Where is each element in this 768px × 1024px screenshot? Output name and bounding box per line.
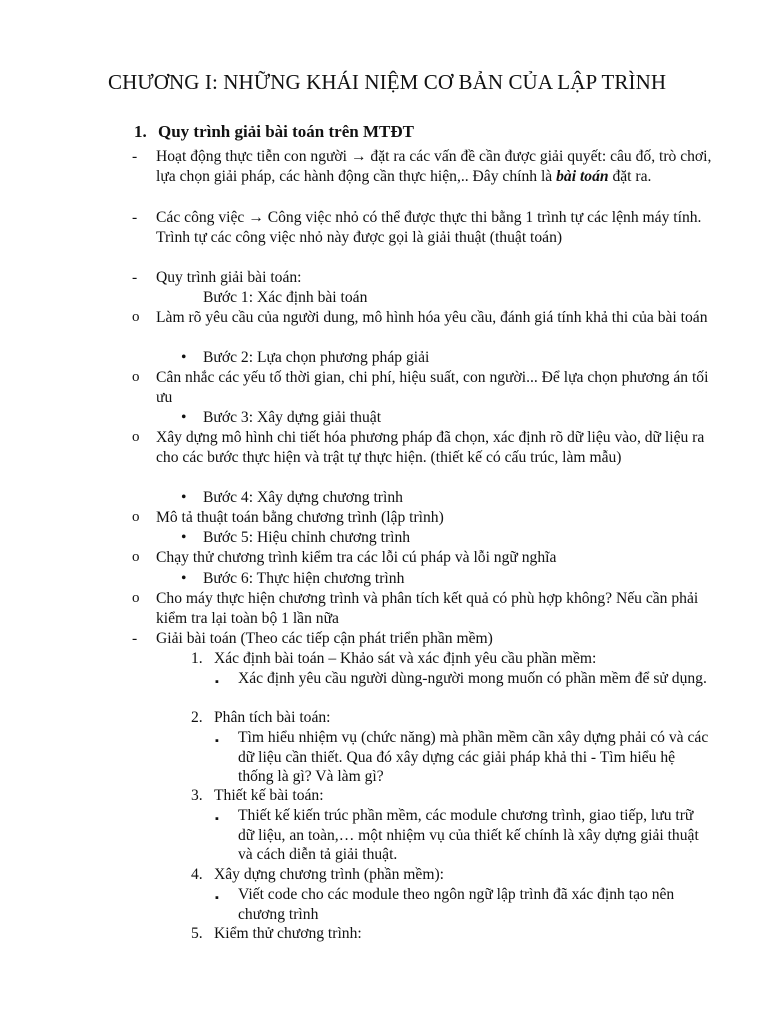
bullet-marker: •: [181, 570, 187, 587]
item-text: Thiết kế bài toán:: [214, 787, 324, 804]
square-bullet-marker: ▪: [215, 892, 219, 904]
dash-marker: -: [132, 148, 138, 165]
step-text: Bước 4: Xây dựng chương trình: [203, 489, 403, 506]
item-text: Làm rõ yêu cầu của người dung, mô hình hóa yêu cầu, đánh giá tính khả thi của bài toán: [156, 309, 708, 326]
item-text: Xác định yêu cầu người dùng-người mong muốn có phần mềm để sử dụng.: [238, 670, 707, 687]
item-text: [156, 147, 716, 186]
emphasis-text: bài toán: [556, 167, 609, 185]
section-number: 1.: [134, 122, 147, 141]
circle-marker: o: [132, 369, 140, 385]
item-text: Mô tả thuật toán bằng chương trình (lập trình): [156, 509, 444, 526]
step-text: Bước 3: Xây dựng giải thuật: [203, 409, 382, 426]
item-text: Xác định bài toán – Khảo sát và xác định yêu cầu phần mềm:: [214, 650, 597, 667]
item-number: 1.: [191, 650, 203, 667]
section-heading: [134, 121, 414, 143]
item-text-part: Hoạt động thực tiễn con người → đặt ra các vấn đề cần được giải quyết: câu đố, trò chơi, lựa chọn giải pháp, các hành động cần thực hiện,.. Đây chính là: [156, 148, 712, 185]
item-text: Thiết kế kiến trúc phần mềm, các module chương trình, giao tiếp, lưu trữ dữ liệu, an toàn,… một nhiệm vụ của thiết kế chính là xây dựng giải thuật và cách diễn tả giải thuật.: [238, 807, 699, 863]
step-text: Bước 5: Hiệu chỉnh chương trình: [203, 529, 411, 546]
bullet-marker: •: [181, 349, 187, 366]
item-text: Quy trình giải bài toán:: [156, 269, 302, 286]
item-text: Giải bài toán (Theo các tiếp cận phát triển phần mềm): [156, 630, 493, 647]
bullet-marker: •: [181, 529, 187, 546]
section-label: Quy trình giải bài toán trên MTĐT: [158, 122, 414, 141]
item-text: Viết code cho các module theo ngôn ngữ lập trình đã xác định tạo nên chương trình: [238, 886, 675, 923]
chapter-title: CHƯƠNG I: NHỮNG KHÁI NIỆM CƠ BẢN CỦA LẬP TRÌNH: [108, 70, 667, 94]
item-text: Xây dựng chương trình (phần mềm):: [214, 866, 444, 883]
step-heading: [203, 288, 367, 308]
item-number: 3.: [191, 787, 203, 804]
square-bullet-marker: ▪: [215, 813, 219, 825]
circle-marker: o: [132, 309, 140, 325]
item-text: Kiểm thử chương trình:: [214, 925, 362, 942]
bullet-marker: •: [181, 489, 187, 506]
item-text: Các công việc → Công việc nhỏ có thể được thực thi bằng 1 trình tự các lệnh máy tính. Trình tự các công việc nhỏ này được gọi là giải thuật (thuật toán): [156, 209, 702, 246]
step-text: Bước 6: Thực hiện chương trình: [203, 570, 405, 587]
circle-marker: o: [132, 429, 140, 445]
step-text: Bước 1: Xác định bài toán: [203, 289, 368, 306]
item-text: Tìm hiểu nhiệm vụ (chức năng) mà phần mềm cần xây dựng phải có và các dữ liệu cần thiết. Qua đó xây dựng các giải pháp khả thi - Tìm hiểu hệ thống là gì? Và làm gì?: [238, 729, 709, 785]
dash-marker: -: [132, 269, 138, 286]
item-text: Chạy thử chương trình kiểm tra các lỗi cú pháp và lỗi ngữ nghĩa: [156, 549, 557, 566]
item-text-part: đặt ra.: [608, 167, 652, 185]
item-text: Cân nhắc các yếu tố thời gian, chi phí, hiệu suất, con người... Để lựa chọn phương án tối ưu: [156, 369, 709, 406]
circle-marker: o: [132, 509, 140, 525]
circle-marker: o: [132, 549, 140, 565]
item-number: 4.: [191, 866, 203, 883]
circle-marker: o: [132, 590, 140, 606]
dash-marker: -: [132, 209, 138, 226]
item-text: Xây dựng mô hình chi tiết hóa phương pháp đã chọn, xác định rõ dữ liệu vào, dữ liệu ra cho các bước thực hiện và trật tự thực hiện. (thiết kế có cấu trúc, làm mẫu): [156, 429, 705, 466]
item-number: 5.: [191, 925, 203, 942]
dash-marker: -: [132, 630, 138, 647]
square-bullet-marker: ▪: [215, 676, 219, 688]
step-text: Bước 2: Lựa chọn phương pháp giải: [203, 349, 430, 366]
item-text: Phân tích bài toán:: [214, 709, 331, 726]
bullet-marker: •: [181, 409, 187, 426]
square-bullet-marker: ▪: [215, 735, 219, 747]
item-text: Cho máy thực hiện chương trình và phân tích kết quả có phù hợp không? Nếu cần phải kiểm tra lại toàn bộ 1 lần nữa: [156, 590, 699, 627]
item-number: 2.: [191, 709, 203, 726]
